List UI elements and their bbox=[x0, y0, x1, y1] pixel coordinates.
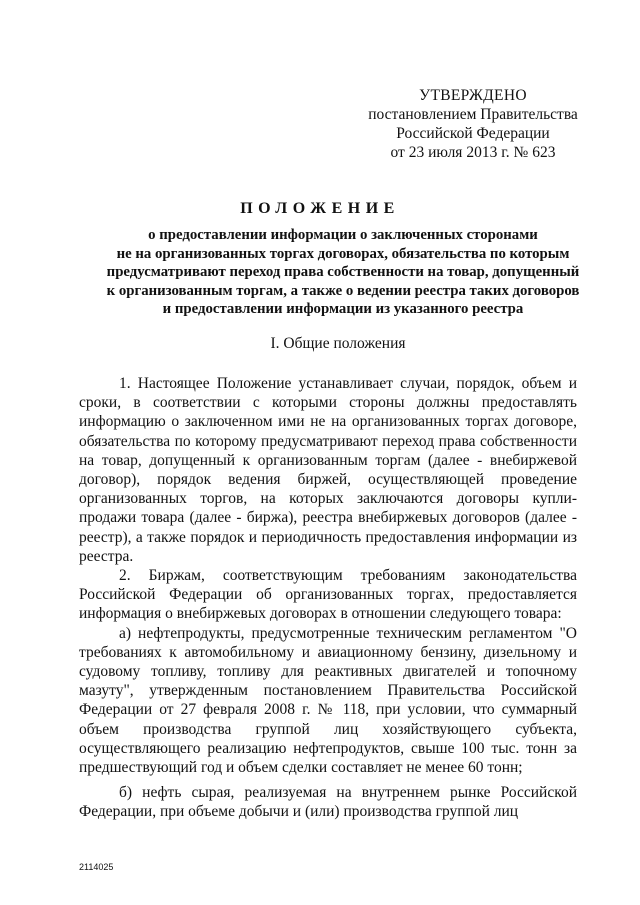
subtitle-line: и предоставлении информации из указанного реестра bbox=[162, 301, 524, 317]
paragraph-2b: б) нефть сырая, реализуемая на внутреннем рынке Российской Федерации, при объеме добычи и (или) производства группой лиц bbox=[79, 784, 577, 821]
document-body bbox=[79, 374, 577, 822]
footer-document-number: 2114025 bbox=[79, 862, 114, 872]
paragraph-2: 2. Биржам, соответствующим требованиям законодательства Российской Федерации об организованных торгах, предоставляется информация о внебиржевых договорах в отношении следующего товара: bbox=[79, 567, 577, 623]
approval-line: Российской Федерации bbox=[396, 125, 550, 142]
subtitle-line: не на организованных торгах договорах, обязательства по которым bbox=[116, 245, 570, 262]
subtitle-line: к организованным торгам, а также о ведении реестра таких договоров bbox=[106, 282, 580, 299]
approval-title: УТВЕРЖДЕНО bbox=[419, 87, 527, 104]
paragraph-1: 1. Настоящее Положение устанавливает случаи, порядок, объем и сроки, в соответствии с которыми стороны должны предоставлять информацию о заключенном ими не на организованных торгах договоре, обязательства по которому предусматривают переход права собственности на товар, допущенный к организованным торгам (далее - внебиржевой договор), порядок ведения биржей, осуществляющей проведение организованных торгов, на которых заключаются договоры купли-продажи товара (далее - биржа), реестра внебиржевых договоров (далее - реестр), а также порядок и периодичность предоставления информации из реестра. bbox=[79, 375, 577, 565]
document-title: ПОЛОЖЕНИЕ bbox=[240, 200, 400, 217]
subtitle-line: о предоставлении информации о заключенных сторонами bbox=[148, 227, 538, 243]
section-heading: I. Общие положения bbox=[270, 335, 406, 352]
paragraph-2a: а) нефтепродукты, предусмотренные техническим регламентом "О требованиях к автомобильному и авиационному бензину, дизельному и судовому топливу, топливу для реактивных двигателей и топочному мазуту", утвержденным постановлением Правительства Российской Федерации от 27 февраля 2008 г. № 118, при условии, что суммарный объем производства группой лиц хозяйствующего субъекта, осуществляющего реализацию нефтепродуктов, свыше 100 тыс. тонн за предшествующий год и объем сделки составляет не менее 60 тонн; bbox=[79, 624, 577, 777]
approval-stamp bbox=[338, 86, 608, 162]
approval-line: постановлением Правительства bbox=[368, 106, 578, 123]
document-subtitle bbox=[60, 226, 626, 319]
approval-date-line: от 23 июля 2013 г. № 623 bbox=[390, 144, 556, 161]
subtitle-line: предусматривают переход права собственности на товар, допущенный bbox=[106, 264, 580, 280]
